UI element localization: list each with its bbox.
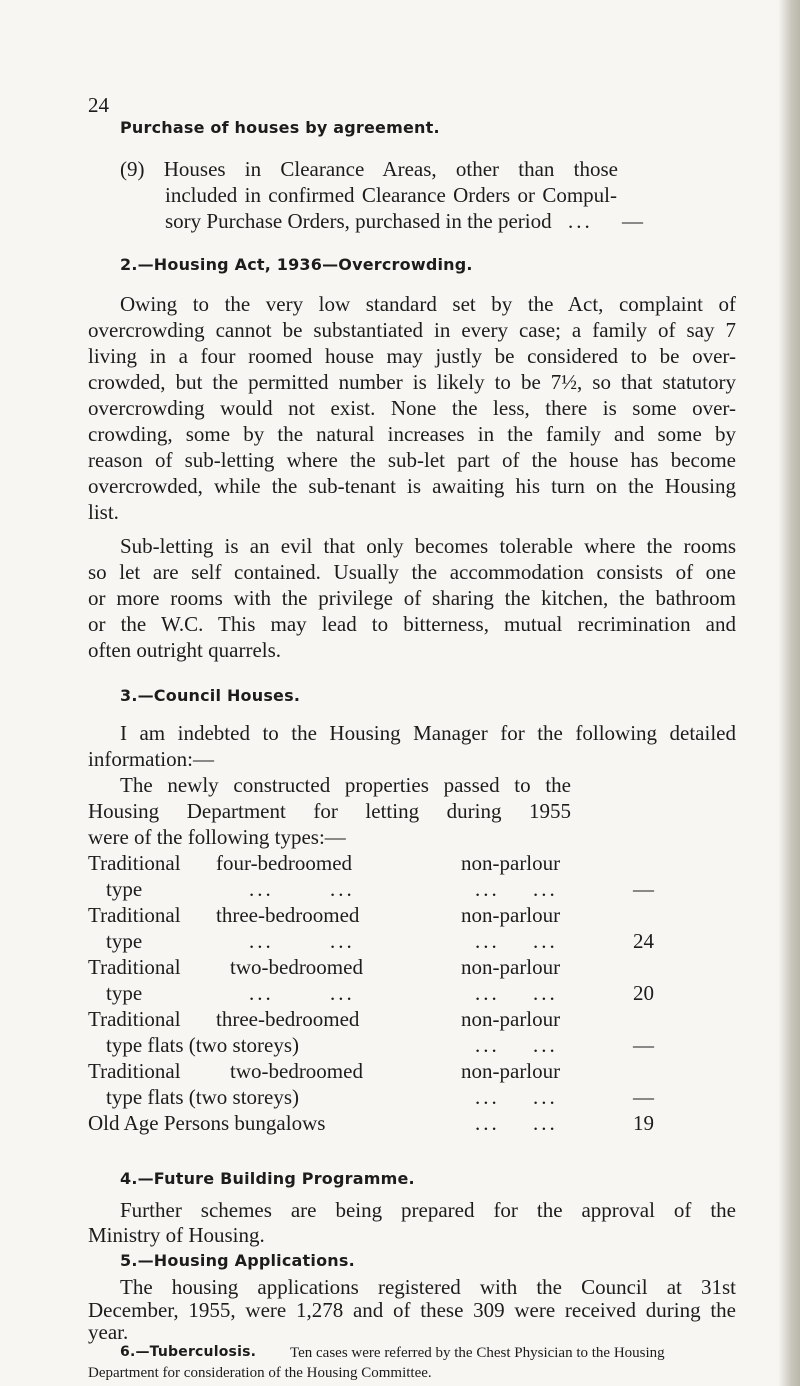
para-line: or the W.C. This may lead to bitterness, mutual recrimination and: [88, 612, 736, 636]
purchase-item-line-2: included in confirmed Clearance Orders or Compul-: [165, 183, 617, 207]
row-value: 19: [633, 1111, 654, 1135]
row-dots: ...: [533, 877, 558, 901]
row-dots: ...: [249, 929, 274, 953]
para-line: crowding, some by the natural increases in the family and some by: [88, 422, 736, 446]
section-5-last: year.: [88, 1320, 129, 1344]
row-dots: ...: [330, 877, 355, 901]
row-dots: ...: [330, 929, 355, 953]
row-col1: Traditional: [88, 851, 181, 875]
row-dots: ...: [533, 1111, 558, 1135]
row-dots: ...: [475, 1111, 500, 1135]
row-dots: ...: [533, 981, 558, 1005]
table-intro-line: Housing Department for letting during 1955: [88, 799, 571, 823]
row-col3: non-parlour: [461, 1059, 561, 1083]
para-line: so let are self contained. Usually the accommodation consists of one: [88, 560, 736, 584]
row-dots: ...: [533, 1033, 558, 1057]
section-4-last: Ministry of Housing.: [88, 1223, 265, 1247]
row-line2: type flats (two storeys): [106, 1033, 300, 1057]
row-label: Old Age Persons bungalows: [88, 1111, 326, 1135]
row-col3: non-parlour: [461, 851, 561, 875]
row-col1: Traditional: [88, 1059, 181, 1083]
table-intro-line: The newly constructed properties passed to the: [120, 773, 571, 797]
row-col2: three-bedroomed: [216, 1007, 360, 1031]
table-intro-line: were of the following types:—: [88, 825, 346, 849]
row-dots: ...: [475, 1085, 500, 1109]
page-number: 24: [88, 93, 109, 117]
row-col2: four-bedroomed: [216, 851, 353, 875]
section-5-line: The housing applications registered with the Council at 31st: [120, 1275, 736, 1299]
purchase-item-value: —: [622, 209, 643, 233]
section-5-heading: 5.—Housing Applications.: [120, 1251, 355, 1270]
row-dots: ...: [249, 877, 274, 901]
para-line: Owing to the very low standard set by the Act, complaint of: [120, 292, 736, 316]
row-col1: Traditional: [88, 955, 181, 979]
section-3-intro-last: information:—: [88, 747, 214, 771]
para-line: list.: [88, 500, 119, 524]
row-value: 20: [633, 981, 654, 1005]
para-line: overcrowding cannot be substantiated in every case; a family of say 7: [88, 318, 736, 342]
row-value: —: [633, 877, 654, 901]
para-line: overcrowded, while the sub-tenant is awaiting his turn on the Housing: [88, 474, 736, 498]
row-col1: Traditional: [88, 903, 181, 927]
row-col3: non-parlour: [461, 1007, 561, 1031]
row-value: 24: [633, 929, 654, 953]
row-line2: type: [106, 877, 143, 901]
section-6-last: Department for consideration of the Housing Committee.: [88, 1365, 432, 1381]
section-4-heading: 4.—Future Building Programme.: [120, 1169, 415, 1188]
section-3-heading: 3.—Council Houses.: [120, 686, 301, 705]
section-2-heading: 2.—Housing Act, 1936—Overcrowding.: [120, 255, 473, 274]
para-line: or more rooms with the privilege of sharing the kitchen, the bathroom: [88, 586, 736, 610]
row-dots: ...: [475, 877, 500, 901]
para-line: reason of sub-letting where the sub-let part of the house has become: [88, 448, 736, 472]
row-line2: type flats (two storeys): [106, 1085, 300, 1109]
row-line2: type: [106, 929, 143, 953]
para-line: Sub-letting is an evil that only becomes tolerable where the rooms: [120, 534, 736, 558]
section-4-line: Further schemes are being prepared for the approval of the: [120, 1198, 736, 1222]
para-line: living in a four roomed house may justly be considered to be over-: [88, 344, 736, 368]
row-dots: ...: [330, 981, 355, 1005]
para-line: overcrowding would not exist. None the less, there is some over-: [88, 396, 736, 420]
row-value: —: [633, 1085, 654, 1109]
row-col3: non-parlour: [461, 955, 561, 979]
page-edge-shadow: [778, 0, 800, 1386]
section-6-heading: 6.—Tuberculosis.: [120, 1344, 257, 1360]
purchase-heading: Purchase of houses by agreement.: [120, 118, 440, 137]
row-dots: ...: [249, 981, 274, 1005]
purchase-item-dots: ...: [568, 209, 593, 233]
section-3-intro-line: I am indebted to the Housing Manager for the following detailed: [120, 721, 736, 745]
row-dots: ...: [475, 929, 500, 953]
row-col1: Traditional: [88, 1007, 181, 1031]
row-col2: two-bedroomed: [230, 1059, 363, 1083]
purchase-item-line-1: (9) Houses in Clearance Areas, other than those: [120, 157, 618, 181]
para-line: often outright quarrels.: [88, 638, 282, 662]
row-value: —: [633, 1033, 654, 1057]
section-6-line: Ten cases were referred by the Chest Physician to the Housing: [290, 1345, 665, 1361]
row-dots: ...: [533, 929, 558, 953]
row-dots: ...: [475, 1033, 500, 1057]
row-dots: ...: [475, 981, 500, 1005]
row-dots: ...: [533, 1085, 558, 1109]
row-line2: type: [106, 981, 143, 1005]
row-col3: non-parlour: [461, 903, 561, 927]
row-col2: two-bedroomed: [230, 955, 363, 979]
section-5-line: December, 1955, were 1,278 and of these 309 were received during the: [88, 1298, 736, 1322]
row-col2: three-bedroomed: [216, 903, 360, 927]
purchase-item-line-3: sory Purchase Orders, purchased in the period: [165, 209, 552, 233]
para-line: crowded, but the permitted number is likely to be 7½, so that statutory: [88, 370, 736, 394]
